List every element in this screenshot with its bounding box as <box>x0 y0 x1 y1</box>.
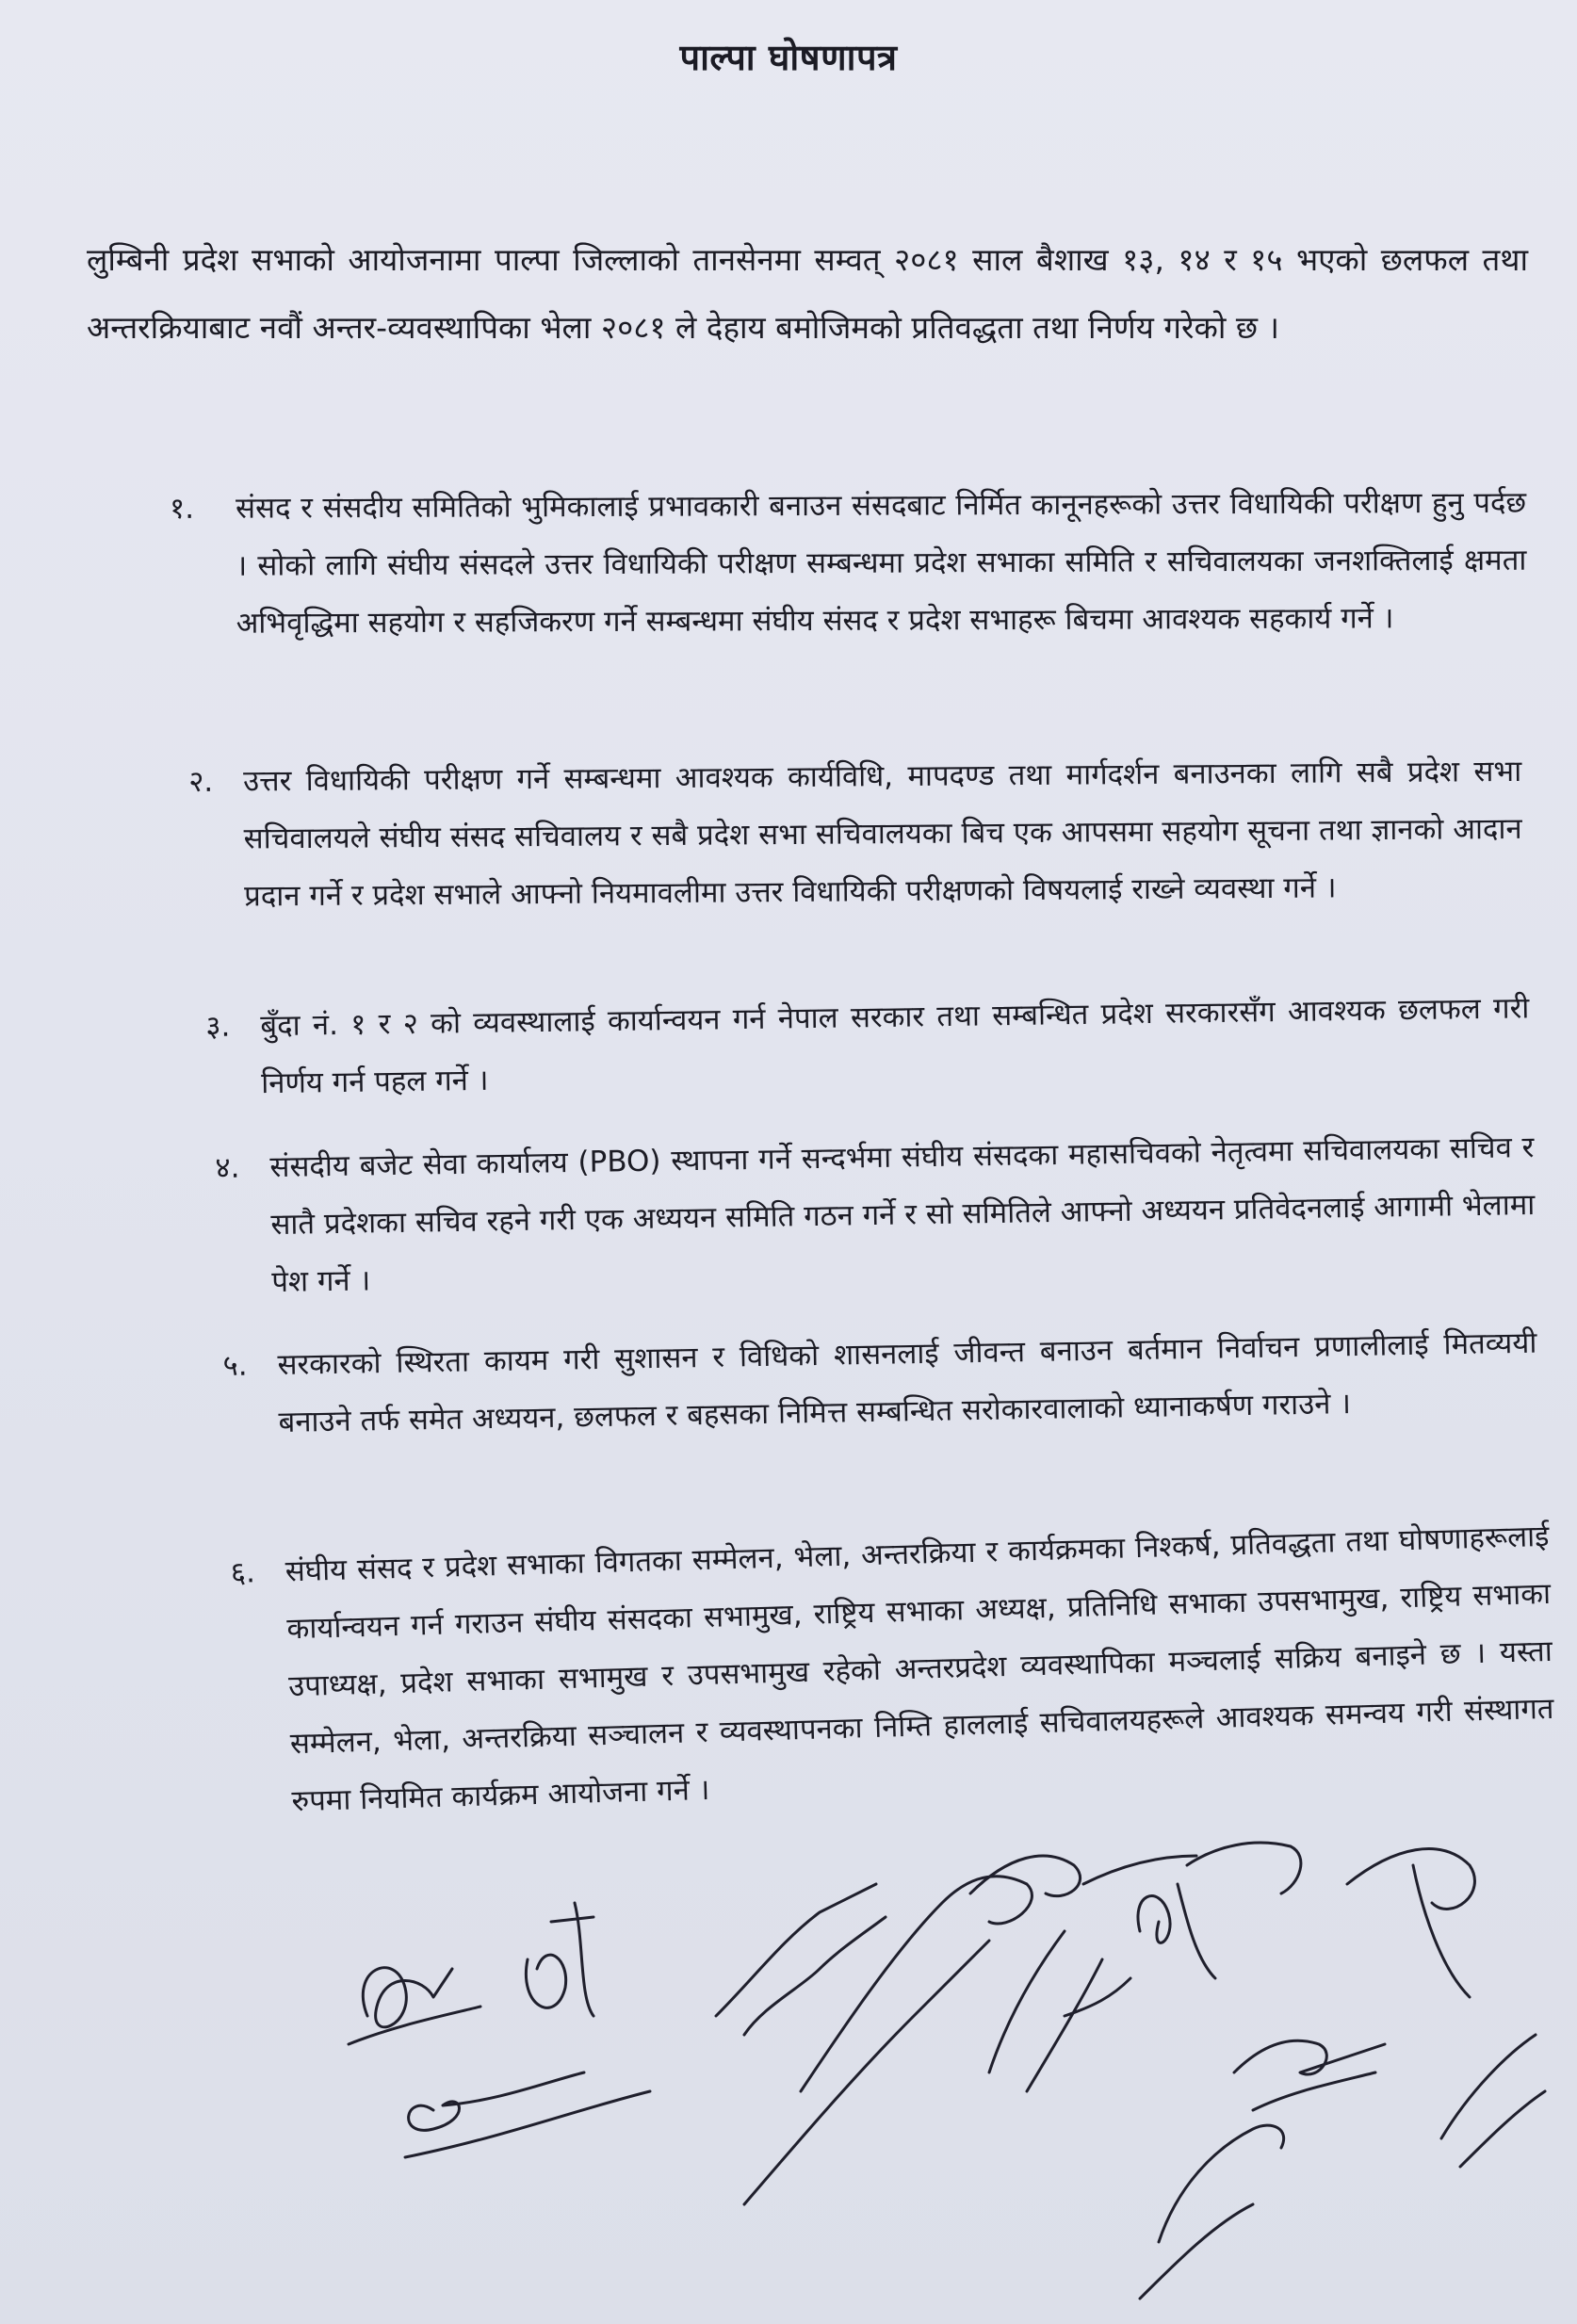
item-text: संसद र संसदीय समितिको भुमिकालाई प्रभावकारी बनाउन संसदबाट निर्मित कानूनहरूको उत्तर विधायिकी परीक्षण हुनु पर्दछ । सोको लागि संघीय संसदले उत्तर विधायिकी परीक्षण सम्बन्धमा प्रदेश सभाका समिति र सचिवालयका जनशक्तिलाई क्षमता अभिवृद्धिमा सहयोग र सहजिकरण गर्ने सम्बन्धमा संघीय संसद र प्रदेश सभाहरू बिचमा आवश्यक सहकार्य गर्ने । <box>236 485 1527 641</box>
signature-mark <box>1253 2072 1375 2110</box>
list-item <box>230 1508 1556 1832</box>
signature-mark <box>1234 2040 1385 2074</box>
item-number: २. <box>188 764 214 799</box>
signature-mark <box>1140 2125 1284 2299</box>
signature-mark <box>1441 2035 1545 2167</box>
item-number: ६. <box>230 1555 256 1590</box>
item-text: संघीय संसद र प्रदेश सभाका विगतका सम्मेलन, भेला, अन्तरक्रिया र कार्यक्रमका निश्कर्ष, प्रतिवद्धता तथा घोषणाहरूलाई कार्यान्वयन गर्न गराउन संघीय संसदका सभामुख, राष्ट्रिय सभाका अध्यक्ष, प्रतिनिधि सभाका उपसभामुख, राष्ट्रिय सभाका उपाध्यक्ष, प्रदेश सभाका सभामुख र उपसभामुख रहेको अन्तरप्रदेश व्यवस्थापिका मञ्चलाई सक्रिय बनाइने छ । यस्ता सम्मेलन, भेला, अन्तरक्रिया सञ्चालन र व्यवस्थापनका निम्ति हाललाई सचिवालयहरूले आवश्यक समन्वय गरी संस्थागत रुपमा नियमित कार्यक्रम आयोजना गर्ने । <box>285 1519 1554 1819</box>
signature-mark <box>716 1884 876 2016</box>
signature-mark <box>744 1941 989 2204</box>
list-item <box>215 1119 1536 1312</box>
signature-mark <box>526 1903 593 2016</box>
item-number: ५. <box>222 1348 248 1383</box>
signature-mark <box>349 2007 480 2044</box>
signature-mark <box>1187 1843 1301 1893</box>
signature-mark <box>1138 1884 1215 1978</box>
page-title: पाल्पा घोषणापत्र <box>679 37 898 78</box>
list-item <box>170 475 1527 653</box>
item-text: संसदीय बजेट सेवा कार्यालय (PBO) स्थापना गर्ने सन्दर्भमा संघीय संसदका महासचिवको नेतृत्वमा सचिवालयका सचिव र सातै प्रदेशका सचिव रहने गरी एक अध्ययन समिति गठन गर्ने र सो समितिले आफ्नो अध्ययन प्रतिवेदनलाई आगामी भेलामा पेश गर्ने । <box>269 1130 1536 1300</box>
signature-mark <box>989 1931 1130 2091</box>
signatures-area <box>311 1828 1564 2317</box>
signature-mark <box>1347 1849 1474 1997</box>
list-item <box>188 743 1522 926</box>
signature-mark <box>744 1917 886 2035</box>
item-text: बुँदा नं. १ र २ को व्यवस्थालाई कार्यान्वयन गर्न नेपाल सरकार तथा सम्बन्धित प्रदेश सरकारसँग आवश्यक छलफल गरी निर्णय गर्न पहल गर्ने । <box>260 991 1530 1101</box>
list-item <box>205 980 1531 1113</box>
item-text: सरकारको स्थिरता कायम गरी सुशासन र विधिको शासनलाई जीवन्त बनाउन बर्तमान निर्वाचन प्रणालीलाई मितव्ययी बनाउने तर्फ समेत अध्ययन, छलफल र बहसका निमित्त सम्बन्धित सरोकारवालाको ध्यानाकर्षण गराउने । <box>277 1325 1537 1439</box>
signature-mark <box>363 1968 452 2027</box>
intro-paragraph: लुम्बिनी प्रदेश सभाको आयोजनामा पाल्पा जिल्लाको तानसेनमा सम्वत् २०८१ साल बैशाख १३, १४ र १५ भएको छलफल तथा अन्तरक्रियाबाट नवौं अन्तर-व्यवस्थापिका भेला २०८१ ले देहाय बमोजिमको प्रतिवद्धता तथा निर्णय गरेको छ । <box>87 241 1528 346</box>
signatures-illustration <box>311 1828 1564 2317</box>
item-number: १. <box>170 491 195 526</box>
list-item <box>222 1315 1538 1453</box>
item-text: उत्तर विधायिकी परीक्षण गर्ने सम्बन्धमा आवश्यक कार्यविधि, मापदण्ड तथा मार्गदर्शन बनाउनका लागि सबै प्रदेश सभा सचिवालयले संघीय संसद सचिवालय र सबै प्रदेश सभा सचिवालयका बिच एक आपसमा सहयोग सूचना तथा ज्ञानको आदान प्रदान गर्ने र प्रदेश सभाले आफ्नो नियमावलीमा उत्तर विधायिकी परीक्षणको विषयलाई राख्ने व्यवस्था गर्ने । <box>243 754 1522 914</box>
signature-mark <box>801 1877 1032 2091</box>
item-number: ३. <box>205 1009 231 1044</box>
signature-mark <box>405 2091 650 2157</box>
signature-mark <box>409 2072 584 2130</box>
item-number: ४. <box>215 1150 240 1185</box>
